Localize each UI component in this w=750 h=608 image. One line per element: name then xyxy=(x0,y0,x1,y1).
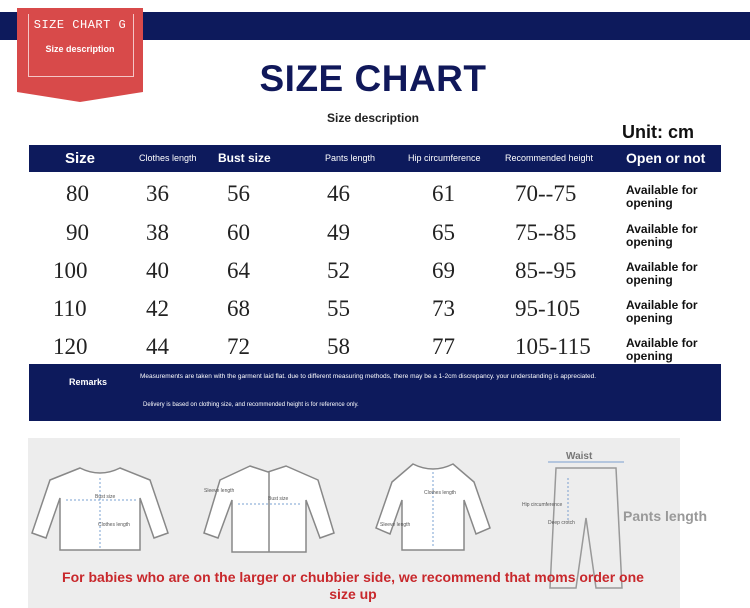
cell-clothes-length: 42 xyxy=(146,296,169,321)
cell-bust-size: 60 xyxy=(227,220,250,245)
header-bust-size: Bust size xyxy=(218,151,271,165)
remarks-box xyxy=(29,364,721,421)
shirt-sleeve-label: Sleeve length xyxy=(204,488,235,494)
table-row xyxy=(29,214,721,252)
cell-recommended-height: 105-115 xyxy=(515,334,591,359)
cell-clothes-length: 38 xyxy=(146,220,169,245)
cell-open-or-not: Available for opening xyxy=(626,183,698,210)
cell-open-or-not: Available for opening xyxy=(626,222,698,249)
cell-recommended-height: 70--75 xyxy=(515,181,577,206)
cell-hip-circumference: 69 xyxy=(432,258,455,283)
cell-pants-length: 58 xyxy=(327,334,350,359)
pants-length-label: Pants length xyxy=(623,508,708,524)
tshirt-bust-label: Bust size xyxy=(95,494,116,500)
table-row xyxy=(29,328,721,366)
page-subtitle: Size description xyxy=(326,111,420,125)
shirt-drawing xyxy=(204,466,334,552)
header-hip-circumference: Hip circumference xyxy=(408,153,481,163)
cell-hip-circumference: 77 xyxy=(432,334,455,359)
raglan-length-label: Clothes length xyxy=(424,490,456,496)
cell-pants-length: 52 xyxy=(327,258,350,283)
cell-size: 80 xyxy=(66,181,89,206)
size-up-notice: For babies who are on the larger or chubbier side, we recommend that moms order one size up xyxy=(62,569,644,602)
cell-bust-size: 64 xyxy=(227,258,250,283)
table-header xyxy=(29,145,721,172)
cell-size: 90 xyxy=(66,220,89,245)
tshirt-length-label: Clothes length xyxy=(98,522,130,528)
badge-subtitle: Size description xyxy=(45,44,115,54)
cell-recommended-height: 75--85 xyxy=(515,220,577,245)
cell-open-or-not: Available for opening xyxy=(626,336,698,363)
cell-clothes-length: 40 xyxy=(146,258,169,283)
table-row xyxy=(29,175,721,213)
table-row xyxy=(29,252,721,290)
raglan-drawing xyxy=(376,464,490,550)
cell-pants-length: 49 xyxy=(327,220,350,245)
header-size: Size xyxy=(65,150,96,167)
unit-label: Unit: cm xyxy=(622,122,694,142)
waist-label: Waist xyxy=(566,451,593,462)
cell-recommended-height: 95-105 xyxy=(515,296,581,321)
cell-hip-circumference: 61 xyxy=(432,181,455,206)
cell-recommended-height: 85--95 xyxy=(515,258,577,283)
header-open-or-not: Open or not xyxy=(626,150,706,166)
header-clothes-length: Clothes length xyxy=(139,153,197,163)
cell-hip-circumference: 73 xyxy=(432,296,455,321)
header-recommended-height: Recommended height xyxy=(505,153,594,163)
remarks-text: Measurements are taken with the garment laid flat. due to different measuring methods, there may be a 1-2cm discrepancy. your understanding is appreciated. xyxy=(140,373,597,380)
cell-hip-circumference: 65 xyxy=(432,220,455,245)
cell-pants-length: 46 xyxy=(327,181,350,206)
cell-clothes-length: 36 xyxy=(146,181,169,206)
cell-size: 110 xyxy=(53,296,87,321)
cell-bust-size: 56 xyxy=(227,181,250,206)
remarks-label: Remarks xyxy=(69,377,108,387)
table-row xyxy=(29,290,721,328)
shirt-bust-label: Bust size xyxy=(268,496,289,502)
badge-title: SIZE CHART G xyxy=(33,18,127,32)
cell-open-or-not: Available for opening xyxy=(626,298,698,325)
page-title: SIZE CHART xyxy=(259,58,487,99)
cell-open-or-not: Available for opening xyxy=(626,260,698,287)
header-pants-length: Pants length xyxy=(325,153,376,163)
tshirt-drawing xyxy=(32,468,168,550)
cell-pants-length: 55 xyxy=(327,296,350,321)
cell-bust-size: 68 xyxy=(227,296,250,321)
cell-size: 100 xyxy=(53,258,88,283)
cell-size: 120 xyxy=(53,334,88,359)
cell-bust-size: 72 xyxy=(227,334,250,359)
cell-clothes-length: 44 xyxy=(146,334,169,359)
pants-hip-label: Hip circumference xyxy=(522,502,563,508)
raglan-sleeve-label: Sleeve length xyxy=(380,522,411,528)
delivery-note: Delivery is based on clothing size, and recommended height is for reference only. xyxy=(143,402,359,408)
pants-crotch-label: Deep crotch xyxy=(548,520,575,526)
